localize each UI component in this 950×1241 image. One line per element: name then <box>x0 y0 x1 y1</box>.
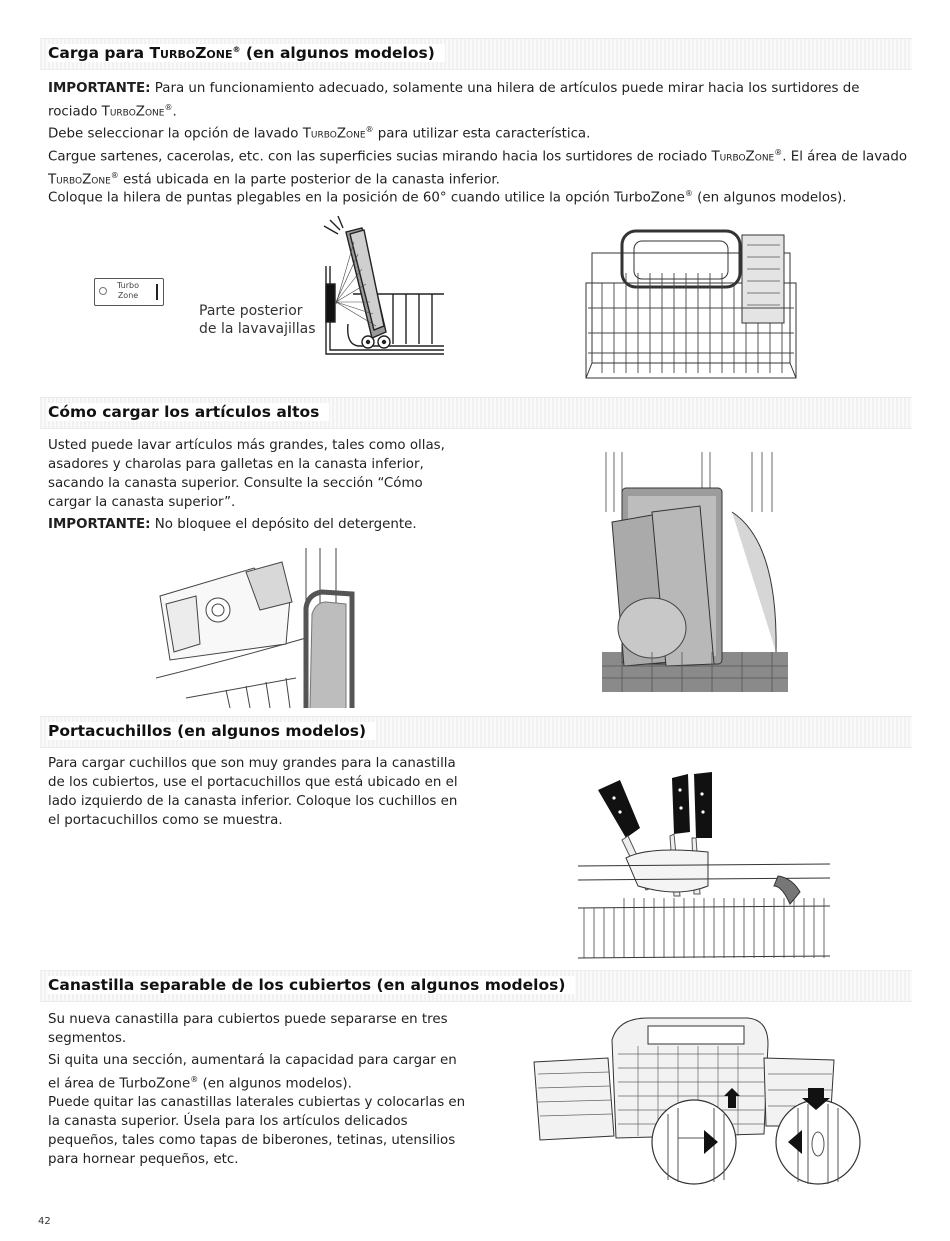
knife-holder-paragraph: Para cargar cuchillos que son muy grandes para la canastilla de los cubiertos, use el portacuchillos que está ubicado en el lado izquierdo de la canasta inferior. Coloque los cuchillos en el portacuchillos como se muestra. <box>48 756 458 828</box>
section-title-tall-items: Cómo cargar los artículos altos <box>48 403 329 421</box>
section-header-turbozone <box>40 38 912 70</box>
section-header-knife-holder <box>40 716 912 748</box>
tall-items-important: IMPORTANTE: No bloquee el depósito del detergente. <box>48 517 417 532</box>
section-title-silverware-basket: Canastilla separable de los cubiertos (en algunos modelos) <box>48 976 575 994</box>
tall-items-rack-illustration <box>602 452 788 692</box>
rear-of-dishwasher-caption: Parte posterior de la lavavajillas <box>199 303 316 337</box>
lower-rack-pan-illustration <box>582 213 800 385</box>
section-header-silverware-basket <box>40 970 912 1002</box>
turbozone-important-paragraph: IMPORTANTE: Para un funcionamiento adecuado, solamente una hilera de artículos puede mirar hacia los surtidores de rociado TurboZone®. <box>48 81 860 120</box>
silverware-remove-paragraph: Puede quitar las canastillas laterales cubiertas y colocarlas en la canasta superior. Úsela para los artículos delicados pequeños, tales como tapas de biberones, tetinas, utensilios para hornear pequeños, etc. <box>48 1095 466 1167</box>
page-number: 42 <box>38 1216 51 1227</box>
silverware-basket-illustration <box>528 1014 874 1186</box>
detergent-dispenser-illustration <box>156 548 358 708</box>
section-header-tall-items <box>40 397 912 429</box>
section-title-knife-holder: Portacuchillos (en algunos modelos) <box>48 722 376 740</box>
button-bar-icon <box>156 284 158 300</box>
silverware-capacity-paragraph: Si quita una sección, aumentará la capacidad para cargar en el área de TurboZone® (en algunos modelos). <box>48 1053 457 1092</box>
turbozone-load-paragraph: Cargue sartenes, cacerolas, etc. con las superficies sucias mirando hacia los surtidores de rociado TurboZone®. El área de lavado TurboZone® está ubicada en la parte posterior de la canasta inferior. <box>48 148 908 188</box>
turbozone-tines-paragraph: Coloque la hilera de puntas plegables en la posición de 60° cuando utilice la opción TurboZone® (en algunos modelos). <box>48 189 847 206</box>
turbozone-spray-side-view <box>318 214 454 374</box>
turbozone-select-paragraph: Debe seleccionar la opción de lavado TurboZone® para utilizar esta característica. <box>48 125 591 142</box>
silverware-split-paragraph: Su nueva canastilla para cubiertos puede separarse en tres segmentos. <box>48 1012 448 1046</box>
button-indicator-icon <box>99 287 107 295</box>
section-title-turbozone: Carga para TurboZone® (en algunos modelos) <box>48 44 445 62</box>
tall-items-paragraph: Usted puede lavar artículos más grandes, tales como ollas, asadores y charolas para galletas en la canasta inferior, sacando la canasta superior. Consulte la sección “Cómo cargar la canasta superior”. <box>48 438 445 510</box>
turbozone-button-illustration <box>94 278 164 306</box>
turbozone-button-label: Turbo Zone <box>116 281 139 300</box>
knife-holder-illustration <box>578 768 830 960</box>
